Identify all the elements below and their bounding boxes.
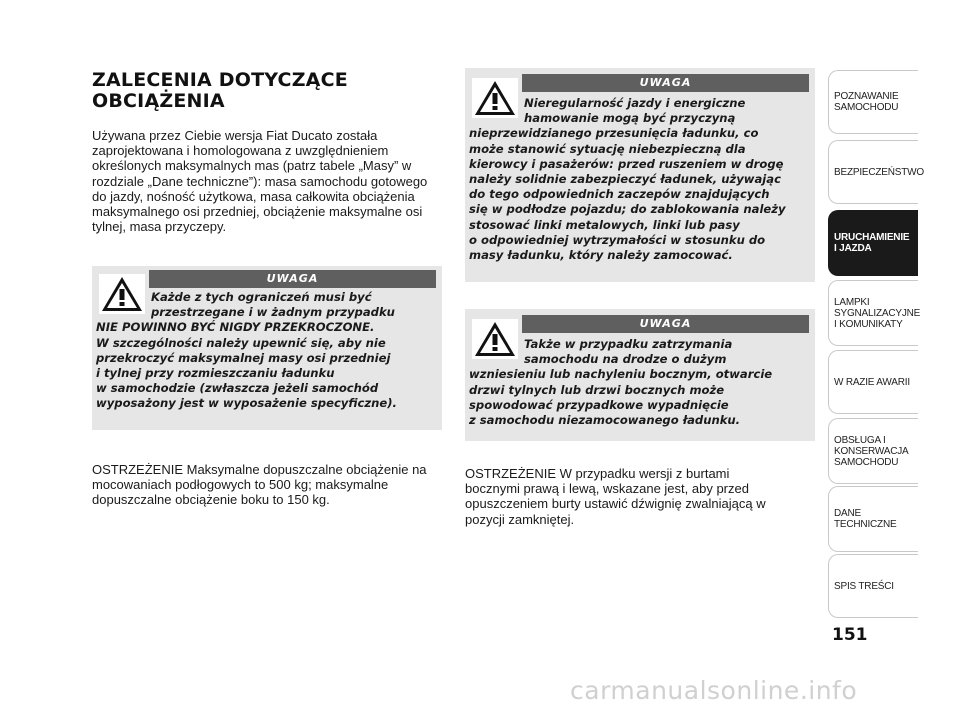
warning-line: wyposażony jest w wyposażenie specyficzne).: [96, 396, 397, 411]
warning-line: W szczególności należy upewnić się, aby nie: [96, 335, 386, 350]
warning-line: kierowcy i pasażerów: przed ruszeniem w drogę: [469, 156, 784, 171]
warning-line: w samochodzie (zwłaszcza jeżeli samochód: [96, 381, 379, 396]
intro-text: Używana przez Ciebie wersja Fiat Ducato została zaprojektowana i homologowana z uwzględnieniem określonych maksymalnych mas (patrz tabele „Masy” w rozdziale „Dane techniczne”): masa samochodu gotowego do jazdy, nośność użytkowa, masa całkowita obciążenia maksymalnego osi przedniej, obciążenie maksymalne osi tylnej, masa przyczepy.: [92, 128, 428, 235]
warning-line: przestrzegane i w żadnym przypadku: [151, 305, 395, 320]
page-number: 151: [832, 625, 868, 645]
warning-text: [96, 290, 440, 412]
warning-line: masy ładunku, który należy zamocować.: [469, 248, 733, 263]
intro-paragraph: [92, 128, 437, 234]
warning-box-cargo-securing: [465, 68, 815, 282]
tab-lampki-sygnalizacyjne[interactable]: [828, 280, 921, 346]
warning-box-cargo-falling: [465, 309, 815, 441]
warning-line: Każde z tych ograniczeń musi być: [151, 290, 372, 304]
tab-label: URUCHAMIENIE I JAZDA: [834, 232, 910, 254]
warning-line: przekroczyć maksymalnej masy osi przedniej: [96, 350, 391, 365]
warning-header: UWAGA: [149, 270, 436, 288]
warning-line: do tego odpowiednich zaczepów znajdujących: [469, 187, 770, 202]
warning-line: stosować linki metalowych, linki lub pasy: [469, 217, 740, 232]
warning-line: drzwi tylnych lub drzwi bocznych może: [469, 382, 725, 397]
warning-line: Także w przypadku zatrzymania: [524, 337, 733, 351]
warning-line: spowodować przypadkowe wypadnięcie: [469, 397, 729, 412]
tab-label: BEZPIECZEŃSTWO: [834, 166, 924, 178]
warning-line: z samochodu niezamocowanego ładunku.: [469, 413, 741, 428]
tab-label: W RAZIE AWARII: [834, 376, 910, 388]
note-text: OSTRZEŻENIE W przypadku wersji z burtami bocznymi prawą i lewą, wskazane jest, aby przed opuszczeniem burty ustawić dźwignię zwalniającą w pozycji zamkniętej.: [465, 466, 766, 527]
warning-line: hamowanie mogą być przyczyną: [524, 111, 736, 126]
tab-spis-tresci[interactable]: [828, 554, 918, 618]
tab-label: DANE TECHNICZNE: [834, 508, 897, 530]
warning-line: samochodu na drodze o dużym: [524, 352, 727, 367]
warning-line: Nieregularność jazdy i energiczne: [524, 96, 746, 110]
tab-label: SPIS TREŚCI: [834, 580, 894, 592]
tab-w-razie-awarii[interactable]: [828, 350, 918, 414]
warning-line: może stanowić sytuację niebezpieczną dla: [469, 141, 746, 156]
tab-label: OBSŁUGA I KONSERWACJA SAMOCHODU: [834, 434, 909, 468]
warning-line: się w podłodze pojazdu; do zablokowania należy: [469, 202, 786, 217]
tab-obsluga-i-konserwacja[interactable]: [828, 418, 918, 484]
tab-uruchamienie-i-jazda[interactable]: [828, 210, 918, 276]
note-text: OSTRZEŻENIE Maksymalne dopuszczalne obciążenie na mocowaniach podłogowych to 500 kg; maksymalne dopuszczalne obciążenie boku to 150 kg.: [92, 462, 427, 508]
tab-label: POZNAWANIE SAMOCHODU: [834, 91, 899, 113]
warning-header: UWAGA: [522, 315, 809, 333]
tab-label: LAMPKI SYGNALIZACYJNE I KOMUNIKATY: [834, 296, 921, 330]
warning-line: NIE POWINNO BYĆ NIGDY PRZEKROCZONE.: [96, 320, 375, 335]
tab-dane-techniczne[interactable]: [828, 486, 918, 552]
warning-header: UWAGA: [522, 74, 809, 92]
warning-text: [469, 96, 813, 263]
warning-box-load-limits: [92, 266, 442, 430]
note-floor-anchors: [92, 462, 442, 508]
warning-line: nieprzewidzianego przesunięcia ładunku, co: [469, 126, 759, 141]
note-side-boards: [465, 466, 775, 527]
warning-line: o odpowiedniej wytrzymałości w stosunku do: [469, 232, 766, 247]
tab-bezpieczenstwo[interactable]: [828, 140, 924, 204]
warning-line: i tylnej przy rozmieszczaniu ładunku: [96, 366, 335, 381]
page-title: ZALECENIA DOTYCZĄCE OBCIĄŻENIA: [92, 69, 348, 112]
watermark: carmanualsonline.info: [570, 676, 858, 705]
warning-text: [469, 337, 813, 428]
warning-line: wzniesieniu lub nachyleniu bocznym, otwarcie: [469, 367, 773, 382]
tab-poznawanie-samochodu[interactable]: [828, 70, 918, 134]
warning-line: należy solidnie zabezpieczyć ładunek, używając: [469, 172, 781, 187]
